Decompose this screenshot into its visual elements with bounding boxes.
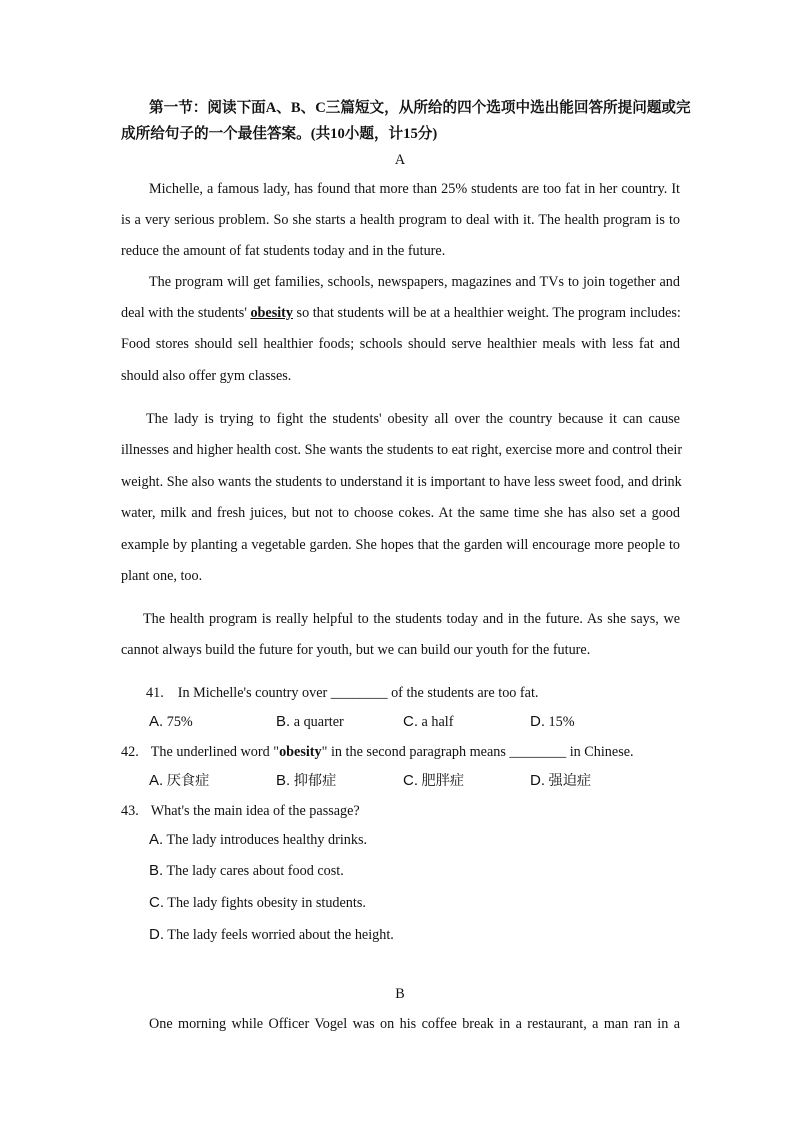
passage-a-p4-line1: The health program is really helpful to the students today and in the future. As she says, we	[143, 611, 680, 627]
passage-a-p3-line3: weight. She also wants the students to understand it is important to have less sweet food, and drink	[121, 474, 682, 490]
passage-a-p4-line2: cannot always build the future for youth, but we can build our youth for the future.	[121, 642, 591, 658]
option-letter: D.	[530, 713, 545, 730]
question-number: 42.	[121, 744, 139, 760]
passage-a-p3-line2: illnesses and higher health cost. She wants the students to eat right, exercise more and control their	[121, 442, 683, 458]
option-letter: B.	[276, 772, 291, 789]
option-text: The lady cares about food cost.	[166, 863, 344, 879]
p2-line2-text-before: deal with the students'	[121, 305, 251, 321]
option-text: The lady feels worried about the height.	[167, 927, 394, 943]
question-43	[121, 802, 360, 820]
q43-option-b[interactable]	[149, 862, 344, 880]
option-letter: A.	[149, 831, 164, 848]
section-instruction-line2: 成所给句子的一个最佳答案。(共10小题，计15分)	[121, 126, 438, 142]
question-stem: What's the main idea of the passage?	[150, 803, 360, 819]
option-letter: B.	[276, 713, 291, 730]
option-text: 厌食症	[166, 773, 210, 789]
option-text: 抑郁症	[293, 773, 337, 789]
option-text: a quarter	[293, 714, 344, 730]
option-text: The lady introduces healthy drinks.	[166, 832, 368, 848]
question-stem-before: The underlined word "	[150, 744, 280, 760]
passage-a-p1-line3: reduce the amount of fat students today and in the future.	[121, 243, 446, 259]
passage-a-p1-line1: Michelle, a famous lady, has found that more than 25% students are too fat in her country. It	[149, 181, 680, 197]
q42-option-a[interactable]	[149, 772, 209, 790]
section-instruction-line1: 第一节：阅读下面A、B、C三篇短文，从所给的四个选项中选出能回答所提问题或完	[149, 100, 691, 116]
option-text: 15%	[548, 714, 575, 730]
passage-a-p3-line1: The lady is trying to fight the students' obesity all over the country because it can cause	[146, 411, 680, 427]
q43-option-c[interactable]	[149, 894, 366, 912]
option-letter: D.	[149, 926, 164, 943]
q41-option-a[interactable]	[149, 713, 193, 731]
q41-option-b[interactable]	[276, 713, 344, 731]
q41-option-d[interactable]	[530, 713, 575, 731]
option-letter: A.	[149, 713, 164, 730]
q43-option-a[interactable]	[149, 831, 367, 849]
question-stem-after: " in the second paragraph means ________ in Chinese.	[321, 744, 634, 760]
q43-option-d[interactable]	[149, 926, 394, 944]
question-42	[121, 743, 634, 761]
passage-b-line1: One morning while Officer Vogel was on his coffee break in a restaurant, a man ran in a	[149, 1016, 680, 1032]
option-letter: A.	[149, 772, 164, 789]
underlined-word-obesity: obesity	[250, 305, 293, 321]
option-text: The lady fights obesity in students.	[167, 895, 366, 911]
passage-b-label: B	[395, 986, 405, 1002]
passage-a-label: A	[394, 152, 406, 168]
question-number: 41.	[146, 685, 164, 701]
passage-a-p3-line6: plant one, too.	[121, 568, 203, 584]
option-text: 肥胖症	[421, 773, 465, 789]
question-keyword-obesity: obesity	[279, 744, 322, 760]
passage-a-p3-line5: example by planting a vegetable garden. She hopes that the garden will encourage more people to	[121, 537, 680, 553]
option-letter: C.	[403, 772, 418, 789]
q42-option-d[interactable]	[530, 772, 591, 790]
question-41	[146, 684, 538, 702]
q41-option-c[interactable]	[403, 713, 453, 731]
p2-line2-text-after: so that students will be at a healthier weight. The program includes:	[293, 305, 681, 321]
passage-a-p1-line2: is a very serious problem. So she starts a health program to deal with it. The health program is to	[121, 212, 680, 228]
passage-a-p2-line4: should also offer gym classes.	[121, 368, 292, 384]
question-number: 43.	[121, 803, 139, 819]
passage-a-p3-line4: water, milk and fresh juices, but not to choose cokes. At the same time she has also set a good	[121, 505, 680, 521]
q42-option-b[interactable]	[276, 772, 336, 790]
option-text: 75%	[166, 714, 193, 730]
q42-option-c[interactable]	[403, 772, 464, 790]
option-letter: D.	[530, 772, 545, 789]
passage-a-p2-line3: Food stores should sell healthier foods; schools should serve healthier meals with less fat and	[121, 336, 680, 352]
option-letter: C.	[403, 713, 418, 730]
passage-a-p2-line1: The program will get families, schools, newspapers, magazines and TVs to join together and	[149, 274, 680, 290]
option-letter: C.	[149, 894, 164, 911]
option-letter: B.	[149, 862, 164, 879]
passage-a-p2-line2	[121, 304, 680, 322]
question-stem: In Michelle's country over ________ of the students are too fat.	[177, 685, 539, 701]
option-text: 强迫症	[548, 773, 592, 789]
option-text: a half	[421, 714, 454, 730]
